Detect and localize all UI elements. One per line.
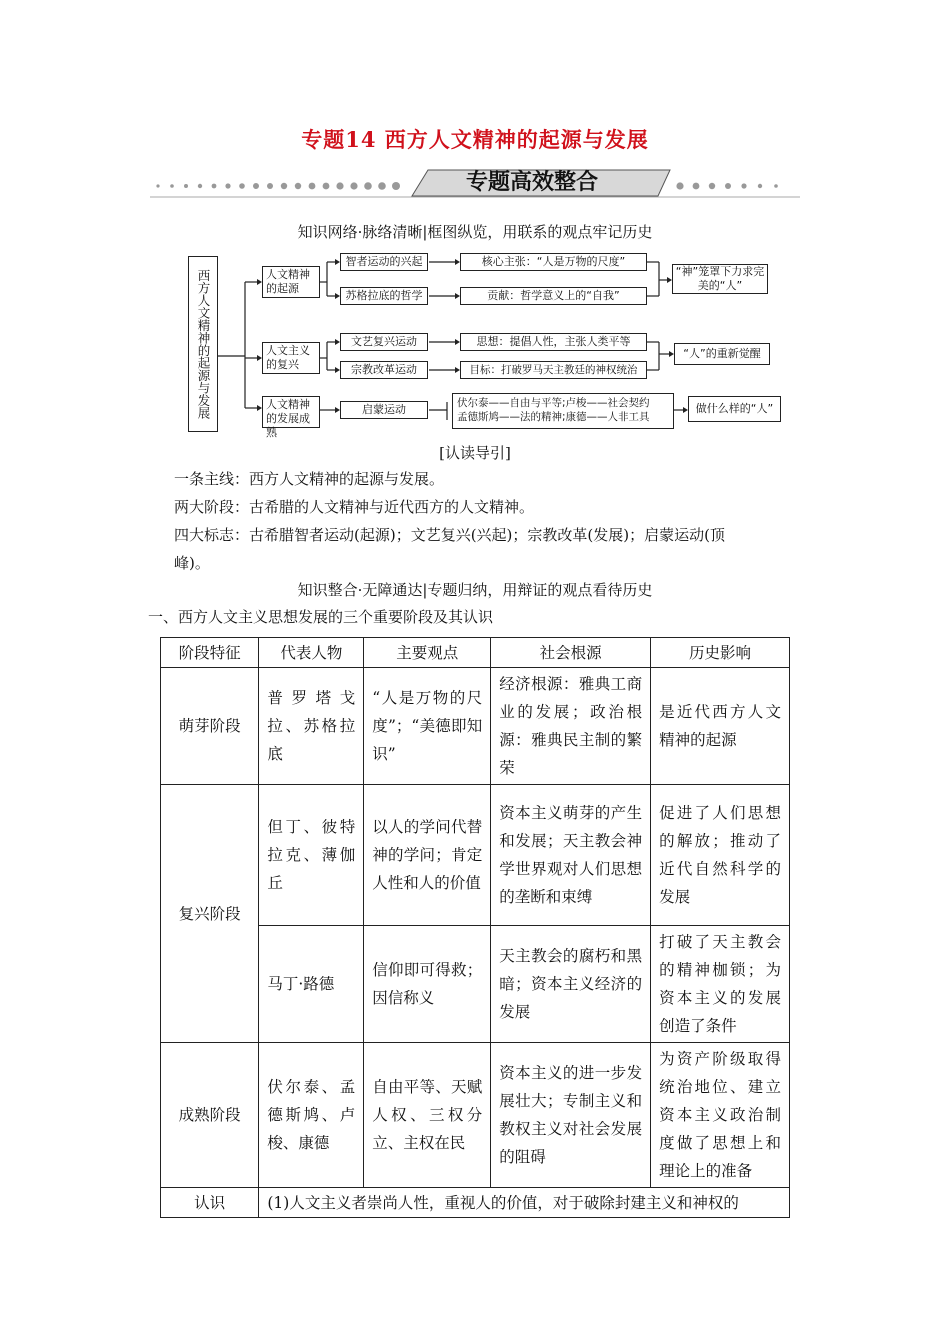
diagram-level3-core-claim: 核心主张：“人是万物的尺度”: [460, 253, 647, 271]
table-cell: “人是万物的尺度”；“美德即知识”: [364, 668, 491, 785]
diagram-level2-enlightenment: 启蒙运动: [340, 401, 428, 419]
table-cell: 伏尔泰、孟德斯鸠、卢梭、康德: [259, 1043, 364, 1188]
diagram-level2-reformation: 宗教改革运动: [340, 361, 428, 379]
table-header: 代表人物: [259, 638, 364, 668]
diagram-level1-origin: 人文精神的起源: [262, 266, 320, 298]
heading-three-stages: 一、西方人文主义思想发展的三个重要阶段及其认识: [148, 608, 494, 626]
table-cell: 资本主义的进一步发展壮大；专制主义和教权主义对社会发展的阻碍: [491, 1043, 651, 1188]
table-cell: 信仰即可得救；因信称义: [364, 926, 491, 1043]
diagram-level2-sophists: 智者运动的兴起: [340, 253, 428, 271]
diagram-level1-revival: 人文主义的复兴: [262, 342, 320, 374]
table-header: 阶段特征: [161, 638, 259, 668]
table-cell: 普罗塔戈拉、苏格拉底: [259, 668, 364, 785]
section-heading-integration: 知识整合·无障通达|专题归纳，用辩证的观点看待历史: [297, 581, 653, 599]
table-cell: 马丁·路德: [259, 926, 364, 1043]
diagram-level3-thought: 思想：提倡人性，主张人类平等: [460, 333, 647, 351]
table-cell: 打破了天主教会的精神枷锁；为资本主义的发展创造了条件: [651, 926, 790, 1043]
diagram-level3-contribution: 贡献：哲学意义上的“自我”: [460, 287, 647, 305]
table-cell: 促进了人们思想的解放；推动了近代自然科学的发展: [651, 785, 790, 926]
diagram-level3-thinkers: [452, 393, 674, 429]
knowledge-network-diagram: [185, 248, 785, 439]
diagram-thinkers-line1: 伏尔泰——自由与平等;卢梭——社会契约: [457, 397, 650, 409]
diagram-level1-mature: 人文精神的发展成熟: [262, 396, 320, 428]
table-cell: (1)人文主义者崇尚人性，重视人的价值，对于破除封建主义和神权的: [259, 1188, 790, 1218]
table-row: [161, 1043, 790, 1188]
diagram-level4-what-man: 做什么样的“人”: [688, 396, 781, 422]
table-header: 主要观点: [364, 638, 491, 668]
table-cell: 自由平等、天赋人权、三权分立、主权在民: [364, 1043, 491, 1188]
table-cell: 认识: [161, 1188, 259, 1218]
table-cell: 是近代西方人文精神的起源: [651, 668, 790, 785]
section-heading-network: 知识网络·脉络清晰|框图纵览，用联系的观点牢记历史: [297, 223, 653, 241]
table-cell: 天主教会的腐朽和黑暗；资本主义经济的发展: [491, 926, 651, 1043]
diagram-level2-renaissance: 文艺复兴运动: [340, 333, 428, 351]
table-cell: 但丁、彼特拉克、薄伽丘: [259, 785, 364, 926]
table-row: [161, 668, 790, 785]
table-cell: 经济根源：雅典工商业的发展；政治根源：雅典民主制的繁荣: [491, 668, 651, 785]
table-cell: 资本主义萌芽的产生和发展；天主教会神学世界观对人们思想的垄断和束缚: [491, 785, 651, 926]
table-cell: 萌芽阶段: [161, 668, 259, 785]
table-row: [161, 1188, 790, 1218]
table-cell: 为资产阶级取得统治地位、建立资本主义政治制度做了思想上和理论上的准备: [651, 1043, 790, 1188]
stages-table: [160, 637, 790, 1218]
table-cell: 复兴阶段: [161, 785, 259, 1043]
table-header: 历史影响: [651, 638, 790, 668]
guide-line-marks-end: 峰)。: [174, 554, 210, 572]
table-cell: 成熟阶段: [161, 1043, 259, 1188]
guide-line-marks: 四大标志：古希腊智者运动(起源)；文艺复兴(兴起)；宗教改革(发展)；启蒙运动(顶: [174, 526, 725, 544]
page-title: 专题14 西方人文精神的起源与发展: [301, 127, 649, 152]
banner-label: 专题高效整合: [465, 170, 598, 195]
table-cell: 以人的学问代替神的学问；肯定人性和人的价值: [364, 785, 491, 926]
table-header: 社会根源: [491, 638, 651, 668]
diagram-level4-reawakening: “人”的重新觉醒: [674, 343, 770, 365]
diagram-level3-goal: 目标：打破罗马天主教廷的神权统治: [460, 361, 647, 379]
diagram-level2-socrates: 苏格拉底的哲学: [340, 287, 428, 305]
guide-line-stages: 两大阶段：古希腊的人文精神与近代西方的人文精神。: [174, 498, 535, 516]
table-row: [161, 785, 790, 926]
table-header-row: [161, 638, 790, 668]
guide-line-main: 一条主线：西方人文精神的起源与发展。: [174, 470, 445, 488]
diagram-level4-perfect-man: “神”笼罩下力求完美的“人”: [672, 264, 768, 294]
diagram-thinkers-line2: 孟德斯鸠——法的精神;康德——人非工具: [457, 411, 650, 423]
guide-title: [认读导引]: [439, 444, 511, 462]
diagram-root: 西方人文精神的起源与发展: [188, 256, 218, 432]
